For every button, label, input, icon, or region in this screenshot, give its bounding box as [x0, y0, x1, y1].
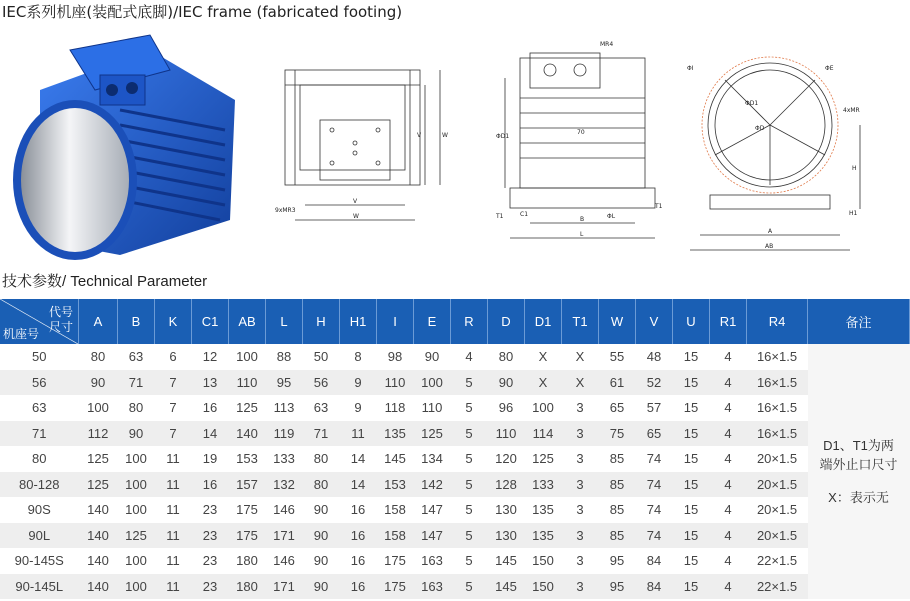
value-cell: 135 [525, 497, 562, 523]
value-cell: 16 [340, 574, 377, 600]
value-cell: 80 [118, 395, 155, 421]
value-cell: 153 [229, 446, 266, 472]
value-cell: 96 [488, 395, 525, 421]
value-cell: X [525, 370, 562, 396]
value-cell: 142 [414, 472, 451, 498]
column-header: D [488, 299, 525, 344]
value-cell: 63 [118, 344, 155, 370]
front-dim-v: V [417, 132, 422, 139]
column-header: AB [229, 299, 266, 344]
section-title [2, 270, 207, 291]
frame-cell: 90-145S [0, 548, 79, 574]
value-cell: 4 [710, 370, 747, 396]
value-cell: 15 [673, 497, 710, 523]
value-cell: 85 [599, 446, 636, 472]
value-cell: 4 [710, 421, 747, 447]
end-dim-ab: AB [765, 243, 774, 250]
value-cell: 74 [636, 523, 673, 549]
value-cell: 157 [229, 472, 266, 498]
column-header: U [673, 299, 710, 344]
header-corner [0, 299, 79, 344]
value-cell: 3 [562, 548, 599, 574]
value-cell: 22×1.5 [747, 548, 808, 574]
value-cell: 3 [562, 395, 599, 421]
value-cell: 119 [266, 421, 303, 447]
value-cell: 3 [562, 497, 599, 523]
value-cell: 145 [488, 574, 525, 600]
value-cell: 23 [192, 548, 229, 574]
value-cell: 16 [340, 548, 377, 574]
value-cell: 133 [266, 446, 303, 472]
value-cell: 171 [266, 523, 303, 549]
value-cell: 147 [414, 497, 451, 523]
value-cell: 80 [303, 472, 340, 498]
value-cell: 56 [303, 370, 340, 396]
value-cell: 3 [562, 421, 599, 447]
end-dim-phi-e: ΦE [825, 65, 834, 72]
value-cell: 80 [488, 344, 525, 370]
value-cell: 110 [229, 370, 266, 396]
value-cell: 5 [451, 370, 488, 396]
value-cell: 100 [118, 574, 155, 600]
frame-cell: 90L [0, 523, 79, 549]
value-cell: 95 [266, 370, 303, 396]
value-cell: 100 [525, 395, 562, 421]
value-cell: 128 [488, 472, 525, 498]
value-cell: 15 [673, 344, 710, 370]
motor-frame-image [0, 30, 240, 270]
end-dim-h: H [852, 165, 857, 172]
value-cell: 14 [340, 446, 377, 472]
frame-cell: 56 [0, 370, 79, 396]
value-cell: 80 [303, 446, 340, 472]
value-cell: 118 [377, 395, 414, 421]
front-view-drawing [270, 55, 450, 235]
value-cell: 4 [710, 395, 747, 421]
side-dim-phi-d1: ΦD1 [496, 133, 510, 140]
table-header-row [0, 299, 910, 344]
value-cell: 150 [525, 574, 562, 600]
value-cell: 74 [636, 497, 673, 523]
value-cell: 125 [79, 446, 118, 472]
value-cell: 3 [562, 472, 599, 498]
side-dim-c1: C1 [520, 211, 529, 218]
value-cell: 9 [340, 395, 377, 421]
value-cell: 112 [79, 421, 118, 447]
front-dim-w: W [442, 132, 448, 139]
column-header: D1 [525, 299, 562, 344]
value-cell: 74 [636, 446, 673, 472]
value-cell: 4 [451, 344, 488, 370]
column-header: H [303, 299, 340, 344]
value-cell: 95 [599, 574, 636, 600]
value-cell: 13 [192, 370, 229, 396]
value-cell: 133 [525, 472, 562, 498]
frame-cell: 50 [0, 344, 79, 370]
value-cell: 16 [192, 472, 229, 498]
front-dim-mr3: 9xMR3 [275, 207, 296, 214]
value-cell: 85 [599, 472, 636, 498]
value-cell: 100 [118, 472, 155, 498]
value-cell: 88 [266, 344, 303, 370]
value-cell: 95 [599, 548, 636, 574]
value-cell: 23 [192, 497, 229, 523]
column-header: R1 [710, 299, 747, 344]
frame-cell: 90-145L [0, 574, 79, 600]
note-cell [808, 344, 910, 599]
section-title-cn: 技术参数 [2, 272, 63, 290]
value-cell: 8 [340, 344, 377, 370]
value-cell: 80 [79, 344, 118, 370]
value-cell: 14 [192, 421, 229, 447]
value-cell: 16 [340, 497, 377, 523]
value-cell: 158 [377, 497, 414, 523]
column-header-note: 备注 [808, 299, 910, 344]
value-cell: 147 [414, 523, 451, 549]
value-cell: 3 [562, 574, 599, 600]
value-cell: 180 [229, 548, 266, 574]
value-cell: 20×1.5 [747, 472, 808, 498]
value-cell: X [562, 370, 599, 396]
table-row [0, 446, 910, 472]
value-cell: 7 [155, 370, 192, 396]
value-cell: 5 [451, 472, 488, 498]
side-dim-b: B [580, 216, 585, 223]
table-row [0, 370, 910, 396]
front-dim-w-bottom: W [353, 213, 359, 220]
end-dim-phi-i: ΦI [687, 65, 694, 72]
value-cell: 125 [118, 523, 155, 549]
value-cell: 5 [451, 548, 488, 574]
value-cell: 11 [340, 421, 377, 447]
value-cell: 98 [377, 344, 414, 370]
value-cell: 15 [673, 523, 710, 549]
value-cell: 100 [118, 446, 155, 472]
value-cell: 6 [155, 344, 192, 370]
side-dim-t1-right: T1 [655, 203, 663, 210]
value-cell: 7 [155, 421, 192, 447]
value-cell: 15 [673, 446, 710, 472]
value-cell: 15 [673, 472, 710, 498]
side-view-drawing [495, 38, 675, 248]
side-dim-70: 70 [577, 129, 585, 136]
parameter-table [0, 299, 910, 599]
value-cell: 85 [599, 523, 636, 549]
value-cell: 11 [155, 574, 192, 600]
value-cell: 11 [155, 523, 192, 549]
value-cell: 100 [79, 395, 118, 421]
value-cell: 11 [155, 548, 192, 574]
value-cell: 100 [229, 344, 266, 370]
value-cell: 175 [377, 574, 414, 600]
value-cell: 23 [192, 523, 229, 549]
value-cell: 15 [673, 421, 710, 447]
value-cell: 7 [155, 395, 192, 421]
value-cell: 9 [340, 370, 377, 396]
table-row [0, 421, 910, 447]
side-dim-phi-l: ΦL [607, 213, 616, 220]
value-cell: 90 [414, 344, 451, 370]
value-cell: 110 [488, 421, 525, 447]
value-cell: 19 [192, 446, 229, 472]
value-cell: 158 [377, 523, 414, 549]
value-cell: 65 [636, 421, 673, 447]
value-cell: 114 [525, 421, 562, 447]
table-row [0, 523, 910, 549]
table-row [0, 395, 910, 421]
value-cell: 74 [636, 472, 673, 498]
value-cell: 113 [266, 395, 303, 421]
value-cell: 125 [525, 446, 562, 472]
value-cell: 20×1.5 [747, 497, 808, 523]
value-cell: 130 [488, 523, 525, 549]
end-view-drawing [685, 55, 870, 265]
section-title-en: / Technical Parameter [62, 273, 208, 290]
column-header: I [377, 299, 414, 344]
value-cell: 145 [488, 548, 525, 574]
value-cell: 163 [414, 548, 451, 574]
table-row [0, 344, 910, 370]
header-corner-code: 代号 [48, 305, 73, 319]
value-cell: 12 [192, 344, 229, 370]
frame-cell: 71 [0, 421, 79, 447]
value-cell: 4 [710, 523, 747, 549]
column-header: A [79, 299, 118, 344]
value-cell: 3 [562, 523, 599, 549]
value-cell: 90 [79, 370, 118, 396]
value-cell: 16×1.5 [747, 421, 808, 447]
note-line-1: D1、T1为两 [823, 438, 894, 453]
value-cell: 4 [710, 472, 747, 498]
value-cell: 125 [229, 395, 266, 421]
note-gap [808, 474, 910, 488]
value-cell: 150 [525, 548, 562, 574]
value-cell: 5 [451, 421, 488, 447]
value-cell: 52 [636, 370, 673, 396]
value-cell: 65 [599, 395, 636, 421]
frame-cell: 90S [0, 497, 79, 523]
value-cell: 5 [451, 395, 488, 421]
value-cell: 132 [266, 472, 303, 498]
value-cell: 11 [155, 446, 192, 472]
value-cell: 180 [229, 574, 266, 600]
value-cell: 4 [710, 497, 747, 523]
column-header: T1 [562, 299, 599, 344]
column-header: W [599, 299, 636, 344]
value-cell: 140 [229, 421, 266, 447]
table-row [0, 472, 910, 498]
value-cell: 100 [118, 548, 155, 574]
frame-cell: 80 [0, 446, 79, 472]
value-cell: 90 [303, 548, 340, 574]
value-cell: 84 [636, 574, 673, 600]
side-dim-mr4: MR4 [600, 41, 614, 48]
value-cell: 16×1.5 [747, 344, 808, 370]
value-cell: 175 [229, 523, 266, 549]
value-cell: 140 [79, 497, 118, 523]
value-cell: 5 [451, 497, 488, 523]
value-cell: 48 [636, 344, 673, 370]
value-cell: 15 [673, 574, 710, 600]
column-header: K [155, 299, 192, 344]
value-cell: 55 [599, 344, 636, 370]
value-cell: 4 [710, 344, 747, 370]
value-cell: 57 [636, 395, 673, 421]
table-row [0, 548, 910, 574]
value-cell: X [525, 344, 562, 370]
value-cell: 171 [266, 574, 303, 600]
value-cell: X [562, 344, 599, 370]
value-cell: 14 [340, 472, 377, 498]
value-cell: 75 [599, 421, 636, 447]
column-header: E [414, 299, 451, 344]
value-cell: 4 [710, 548, 747, 574]
value-cell: 4 [710, 574, 747, 600]
value-cell: 140 [79, 523, 118, 549]
value-cell: 16 [192, 395, 229, 421]
value-cell: 61 [599, 370, 636, 396]
column-header: R4 [747, 299, 808, 344]
value-cell: 16×1.5 [747, 370, 808, 396]
column-header: C1 [192, 299, 229, 344]
side-dim-l: L [580, 231, 584, 238]
end-dim-h1: H1 [849, 210, 858, 217]
value-cell: 130 [488, 497, 525, 523]
value-cell: 100 [118, 497, 155, 523]
side-dim-t1-left: T1 [496, 213, 504, 220]
value-cell: 163 [414, 574, 451, 600]
value-cell: 135 [377, 421, 414, 447]
column-header: R [451, 299, 488, 344]
value-cell: 23 [192, 574, 229, 600]
note-line-3: X：表示无 [828, 490, 889, 505]
frame-cell: 63 [0, 395, 79, 421]
value-cell: 16 [340, 523, 377, 549]
value-cell: 134 [414, 446, 451, 472]
value-cell: 110 [377, 370, 414, 396]
column-header: H1 [340, 299, 377, 344]
table-row [0, 497, 910, 523]
value-cell: 84 [636, 548, 673, 574]
value-cell: 100 [414, 370, 451, 396]
value-cell: 125 [414, 421, 451, 447]
value-cell: 85 [599, 497, 636, 523]
value-cell: 135 [525, 523, 562, 549]
value-cell: 145 [377, 446, 414, 472]
value-cell: 90 [488, 370, 525, 396]
column-header: B [118, 299, 155, 344]
value-cell: 22×1.5 [747, 574, 808, 600]
value-cell: 140 [79, 548, 118, 574]
value-cell: 5 [451, 523, 488, 549]
value-cell: 20×1.5 [747, 446, 808, 472]
header-corner-size: 尺寸 [48, 320, 73, 334]
table-row [0, 574, 910, 600]
value-cell: 63 [303, 395, 340, 421]
column-header: L [266, 299, 303, 344]
value-cell: 20×1.5 [747, 523, 808, 549]
value-cell: 153 [377, 472, 414, 498]
value-cell: 90 [303, 574, 340, 600]
value-cell: 146 [266, 497, 303, 523]
value-cell: 5 [451, 446, 488, 472]
frame-cell: 80-128 [0, 472, 79, 498]
header-corner-frame: 机座号 [3, 327, 40, 341]
end-dim-phi-d1: ΦD1 [745, 100, 759, 107]
end-dim-a: A [768, 228, 773, 235]
value-cell: 71 [118, 370, 155, 396]
value-cell: 5 [451, 574, 488, 600]
value-cell: 15 [673, 548, 710, 574]
value-cell: 120 [488, 446, 525, 472]
value-cell: 90 [303, 523, 340, 549]
value-cell: 175 [377, 548, 414, 574]
value-cell: 71 [303, 421, 340, 447]
value-cell: 15 [673, 395, 710, 421]
value-cell: 110 [414, 395, 451, 421]
value-cell: 16×1.5 [747, 395, 808, 421]
value-cell: 11 [155, 497, 192, 523]
value-cell: 3 [562, 446, 599, 472]
value-cell: 90 [118, 421, 155, 447]
end-dim-mr: 4xMR [843, 107, 860, 114]
column-header: V [636, 299, 673, 344]
value-cell: 50 [303, 344, 340, 370]
page-title: IEC系列机座(装配式底脚)/IEC frame (fabricated footing) [2, 3, 403, 21]
value-cell: 4 [710, 446, 747, 472]
value-cell: 140 [79, 574, 118, 600]
value-cell: 146 [266, 548, 303, 574]
note-line-2: 端外止口尺寸 [819, 457, 898, 472]
value-cell: 11 [155, 472, 192, 498]
value-cell: 90 [303, 497, 340, 523]
end-dim-phi-d: ΦD [755, 125, 765, 132]
value-cell: 125 [79, 472, 118, 498]
front-dim-v-bottom: V [353, 198, 358, 205]
value-cell: 15 [673, 370, 710, 396]
value-cell: 175 [229, 497, 266, 523]
